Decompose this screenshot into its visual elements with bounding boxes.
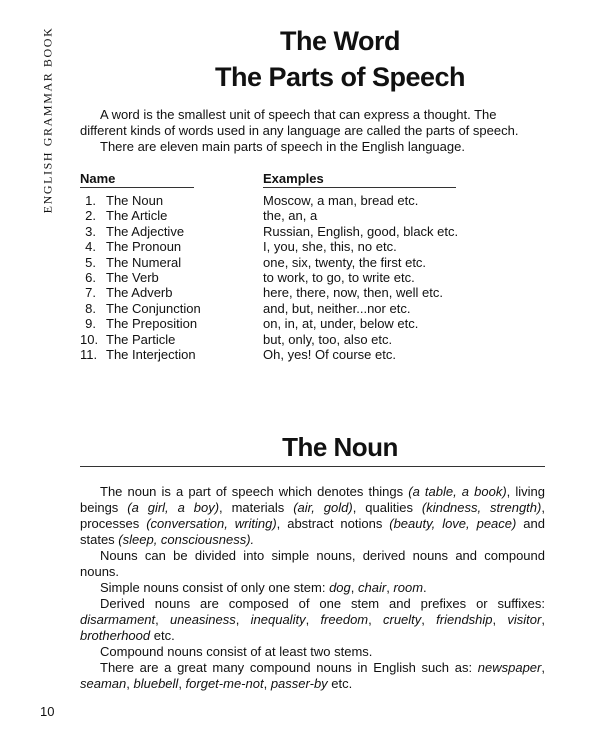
noun-paragraph: Simple nouns consist of only one stem: dog, chair, room. — [100, 580, 427, 595]
item-number: 11. — [80, 346, 98, 362]
noun-paragraph: Derived nouns are composed of one stem and prefixes or suffixes: disarmament, uneasiness, inequality, freedom, cruelty, friendship, visitor, brotherhood etc. — [80, 596, 545, 643]
side-running-header: ENGLISH GRAMMAR BOOK — [40, 26, 55, 214]
list-item — [80, 316, 480, 331]
item-name: The Verb — [106, 269, 159, 285]
item-number: 1. — [85, 193, 96, 208]
noun-section-body — [80, 484, 545, 692]
section-title: The Noun — [282, 432, 398, 462]
page-number: 10 — [40, 704, 55, 719]
item-name: The Preposition — [106, 316, 198, 332]
intro-paragraph: A word is the smallest unit of speech that can express a thought. The different kinds of words used in any language are called the parts of speech. — [80, 107, 519, 138]
item-number: 7. — [85, 285, 96, 301]
list-item — [80, 239, 480, 254]
list-item — [80, 301, 480, 316]
item-number: 8. — [85, 300, 96, 316]
item-examples: one, six, twenty, the first etc. — [263, 254, 427, 270]
item-examples: and, but, neither...nor etc. — [263, 300, 411, 316]
list-item — [80, 208, 480, 223]
item-name: The Numeral — [106, 254, 182, 270]
item-number: 4. — [85, 239, 96, 255]
item-examples: on, in, at, under, below etc. — [263, 316, 419, 332]
item-number: 5. — [85, 254, 96, 270]
list-item — [80, 224, 480, 239]
item-name: The Particle — [106, 331, 176, 347]
item-examples: to work, to go, to write etc. — [263, 269, 415, 285]
item-examples: I, you, she, this, no etc. — [263, 239, 397, 255]
item-number: 6. — [85, 269, 96, 285]
header-underline — [263, 187, 456, 188]
list-item — [80, 347, 480, 362]
item-examples: the, an, a — [263, 208, 318, 224]
page-subtitle: The Parts of Speech — [214, 62, 466, 92]
item-name: The Noun — [106, 193, 164, 208]
name-column-header: Name — [80, 171, 116, 186]
noun-definition-paragraph: The noun is a part of speech which denotes things (a table, a book), living beings (a girl, a boy), materials (air, gold), qualities (kindness, strength), processes (conversation, writing), abstract notions (beauty, love, peace) and states (sleep, consciousness). — [80, 484, 545, 547]
header-underline — [80, 187, 194, 188]
intro-section — [80, 107, 545, 155]
item-examples: Oh, yes! Of course etc. — [263, 346, 396, 362]
noun-paragraph: There are a great many compound nouns in English such as: newspaper, seaman, bluebell, forget-me-not, passer-by etc. — [80, 660, 545, 691]
item-number: 2. — [85, 208, 96, 224]
item-name: The Adverb — [106, 285, 173, 301]
list-item — [80, 270, 480, 285]
item-name: The Adjective — [106, 223, 185, 239]
item-examples: but, only, too, also etc. — [263, 331, 393, 347]
examples-column-header: Examples — [263, 171, 324, 186]
noun-paragraph: Compound nouns consist of at least two stems. — [100, 644, 373, 659]
list-item — [80, 193, 480, 208]
item-name: The Pronoun — [106, 239, 182, 255]
item-examples: here, there, now, then, well etc. — [263, 285, 443, 301]
list-item — [80, 255, 480, 270]
item-examples: Moscow, a man, bread etc. — [263, 193, 419, 208]
item-name: The Article — [106, 208, 168, 224]
intro-paragraph: There are eleven main parts of speech in the English language. — [100, 139, 465, 154]
list-item — [80, 332, 480, 347]
item-name: The Conjunction — [106, 300, 201, 316]
noun-paragraph: Nouns can be divided into simple nouns, derived nouns and compound nouns. — [80, 548, 545, 579]
parts-of-speech-list — [80, 193, 480, 362]
item-number: 10. — [80, 331, 99, 347]
item-examples: Russian, English, good, black etc. — [263, 223, 459, 239]
list-item — [80, 285, 480, 300]
section-divider — [80, 466, 545, 467]
item-number: 9. — [85, 316, 96, 332]
item-number: 3. — [85, 223, 96, 239]
page-title: The Word — [280, 26, 400, 56]
item-name: The Interjection — [106, 346, 196, 362]
